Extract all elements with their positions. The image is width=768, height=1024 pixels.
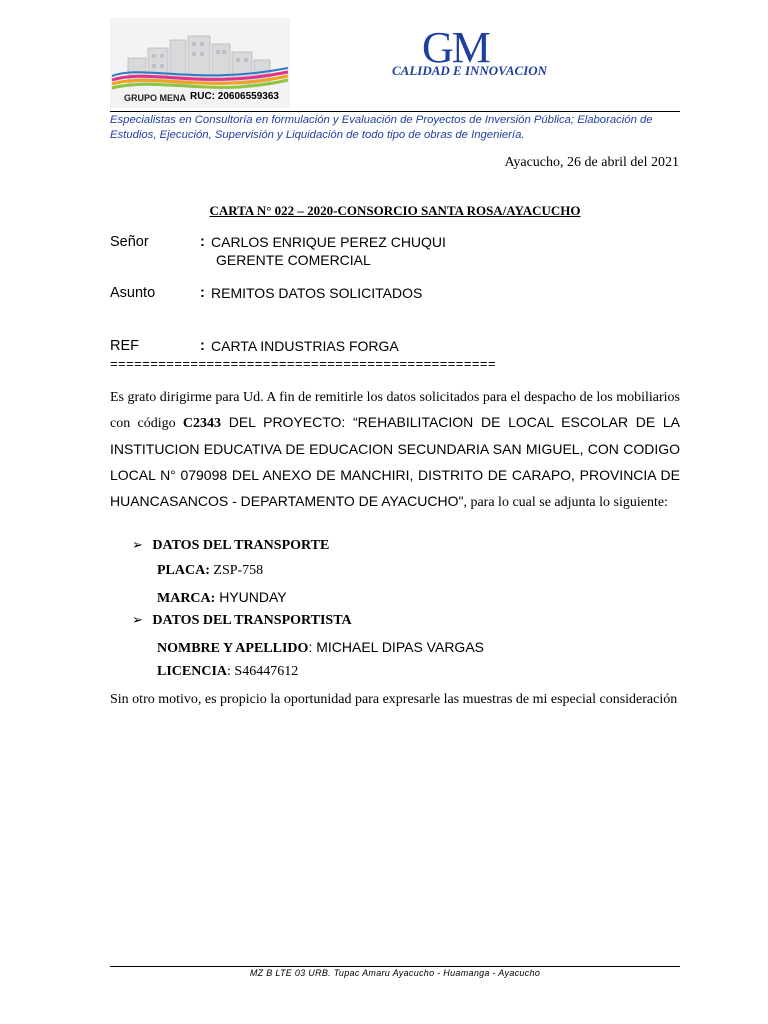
brand-tagline: CALIDAD E INNOVACION <box>392 63 548 78</box>
letter-date: Ayacucho, 26 de abril del 2021 <box>504 155 679 170</box>
placa-value: ZSP-758 <box>209 563 264 578</box>
ref-label: REF <box>110 338 139 354</box>
body-text-part-1: Es grato dirigirme para Ud. A fin de remitirle los datos solicitados para el despacho de los mobiliarios con código <box>110 390 680 432</box>
transport-section <box>132 538 329 554</box>
ref-colon: : <box>200 338 205 354</box>
marca-label: MARCA: <box>157 591 216 606</box>
recipient-label: Señor <box>110 234 149 250</box>
subject-label: Asunto <box>110 285 156 301</box>
company-logo <box>110 18 290 108</box>
transportista-heading: DATOS DEL TRANSPORTISTA <box>152 613 352 628</box>
transport-heading: DATOS DEL TRANSPORTE <box>152 538 330 553</box>
recipient-name: CARLOS ENRIQUE PEREZ CHUQUI <box>211 234 446 250</box>
logo-caption: GRUPO MENA <box>124 93 187 103</box>
arrow-bullet-icon: ➢ <box>132 538 143 553</box>
placa-line <box>157 563 263 579</box>
marca-value: HYUNDAY <box>215 589 287 605</box>
transportista-section <box>132 613 352 629</box>
recipient-colon: : <box>200 234 205 250</box>
body-text-part-3: , para lo cual se adjunta lo siguiente: <box>463 495 668 511</box>
project-description: DEL PROYECTO: “REHABILITACION DE LOCAL ESCOLAR DE LA INSTITUCION EDUCATIVA DE EDUCACION SECUNDARIA SAN MIGUEL, CON CODIGO LOCAL N° 079098 DEL ANEXO DE MANCHIRI, DISTRITO DE CARAPO, PROVINCIA DE HUANCASANCOS - DEPARTAMENTO DE AYACUCHO" <box>110 414 680 510</box>
ref-value: CARTA INDUSTRIAS FORGA <box>211 338 399 354</box>
gm-monogram: GM <box>422 23 489 72</box>
licencia-value: : S46447612 <box>227 664 299 679</box>
licencia-line <box>157 664 298 680</box>
company-description: Especialistas en Consultoría en formulación y Evaluación de Proyectos de Inversión Pública; Elaboración de Estudios, Ejecución, Supervisión y Liquidación de todo tipo de obras de Ingeniería. <box>110 114 653 141</box>
letter-title: CARTA N° 022 – 2020-CONSORCIO SANTA ROSA/AYACUCHO <box>209 203 581 218</box>
body-paragraph <box>110 385 680 515</box>
footer-address: MZ B LTE 03 URB. Tupac Amaru Ayacucho - Huamanga - Ayacucho <box>249 968 541 978</box>
nombre-value: : MICHAEL DIPAS VARGAS <box>308 639 484 655</box>
logo-ruc: RUC: 20606559363 <box>190 91 279 102</box>
header-rule <box>110 111 680 112</box>
subject-colon: : <box>200 285 205 301</box>
recipient-role: GERENTE COMERCIAL <box>216 252 371 268</box>
arrow-bullet-icon: ➢ <box>132 613 143 628</box>
licencia-label: LICENCIA <box>157 664 228 679</box>
subject-value: REMITOS DATOS SOLICITADOS <box>211 285 423 301</box>
closing-paragraph: Sin otro motivo, es propicio la oportunidad para expresarle las muestras de mi especial consideración <box>110 692 678 707</box>
product-code: C2343 <box>182 416 222 432</box>
nombre-line <box>157 639 484 657</box>
footer-rule <box>110 966 680 967</box>
separator-line: ================================================ <box>110 356 497 371</box>
marca-line <box>157 589 287 607</box>
nombre-label: NOMBRE Y APELLIDO <box>157 641 309 656</box>
placa-label: PLACA: <box>157 563 210 578</box>
